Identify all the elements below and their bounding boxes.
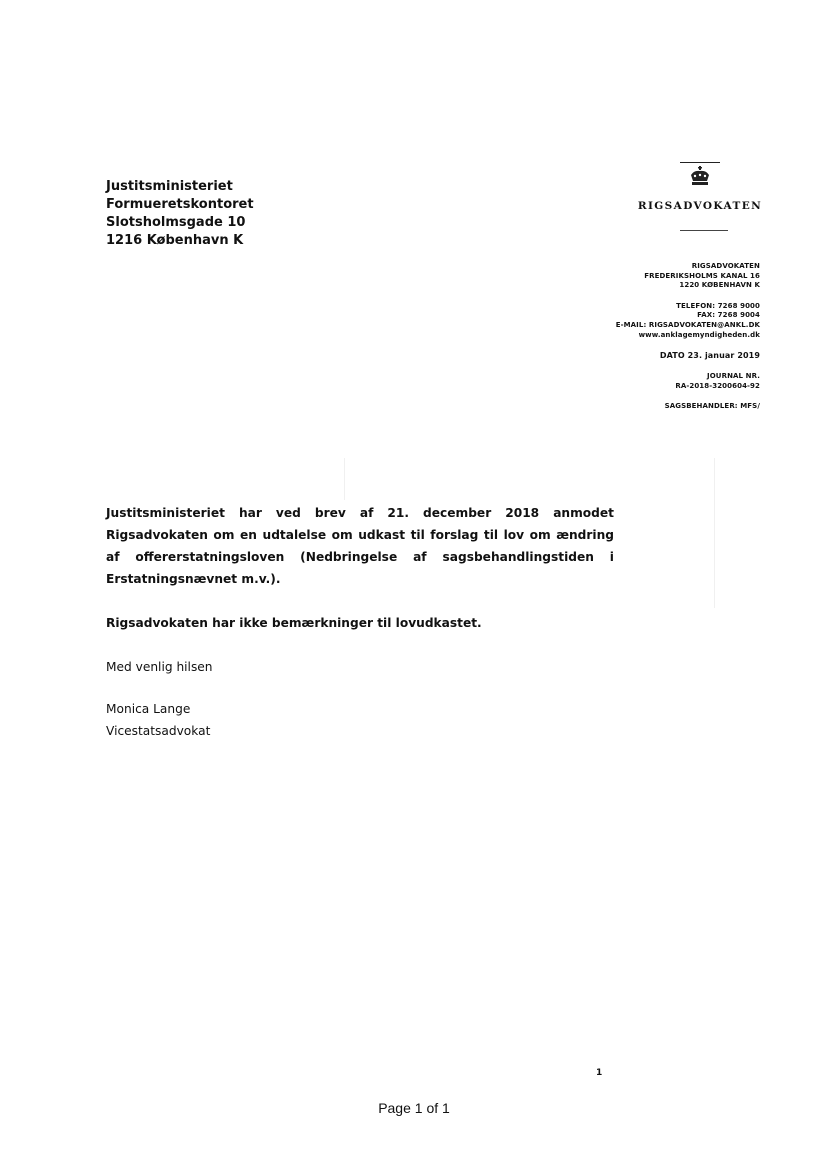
sender-email: E-MAIL: RIGSADVOKATEN@ANKL.DK bbox=[615, 320, 760, 329]
logo-rule-bottom bbox=[680, 230, 728, 231]
sender-phone: TELEFON: 7268 9000 bbox=[676, 301, 760, 310]
crown-icon bbox=[688, 166, 712, 188]
sender-address-line: RIGSADVOKATEN bbox=[691, 262, 760, 270]
closing-greeting: Med venlig hilsen bbox=[106, 660, 213, 674]
logo-wordmark: RIGSADVOKATEN bbox=[637, 200, 763, 212]
signatory-title: Vicestatsadvokat bbox=[106, 724, 211, 738]
scan-artifact bbox=[714, 458, 715, 608]
recipient-line: Justitsministeriet bbox=[106, 179, 233, 194]
page-footer: Page 1 of 1 bbox=[378, 1100, 450, 1116]
journal-number: RA-2018-3200604-92 bbox=[675, 381, 760, 390]
scan-artifact bbox=[344, 458, 345, 500]
letter-date: DATO 23. januar 2019 bbox=[659, 351, 760, 361]
caseworker: SAGSBEHANDLER: MFS/ bbox=[664, 402, 760, 411]
letter-body bbox=[106, 502, 614, 678]
journal-block bbox=[520, 372, 760, 391]
body-paragraph-request: Justitsministeriet har ved brev af 21. december 2018 anmodet Rigsadvokaten om en udtalelse om udkast til forslag til lov om ændring af offererstatningsloven (Nedbringelse af sagsbehandlingstiden i Erstatningsnævnet m.v.). bbox=[106, 506, 614, 586]
rigsadvokaten-logo bbox=[636, 162, 766, 238]
sender-address bbox=[520, 262, 760, 291]
recipient-address bbox=[106, 178, 254, 250]
logo-rule-top bbox=[680, 162, 720, 163]
signatory-name: Monica Lange bbox=[106, 702, 191, 716]
page-number: 1 bbox=[596, 1068, 603, 1078]
sender-contact bbox=[520, 302, 760, 340]
sender-info bbox=[520, 262, 760, 423]
journal-label: JOURNAL NR. bbox=[707, 372, 760, 381]
sender-website: www.anklagemyndigheden.dk bbox=[638, 330, 760, 339]
sender-address-line: FREDERIKSHOLMS KANAL 16 bbox=[644, 271, 760, 280]
recipient-line: Formueretskontoret bbox=[106, 197, 254, 212]
caseworker-block bbox=[520, 402, 760, 412]
letter-date-block bbox=[520, 351, 760, 361]
recipient-line: Slotsholmsgade 10 bbox=[106, 215, 246, 230]
sender-address-line: 1220 KØBENHAVN K bbox=[679, 281, 760, 290]
sender-fax: FAX: 7268 9004 bbox=[697, 311, 760, 320]
recipient-line: 1216 København K bbox=[106, 233, 244, 248]
signature-block bbox=[106, 698, 210, 742]
body-paragraph-response: Rigsadvokaten har ikke bemærkninger til lovudkastet. bbox=[106, 616, 482, 630]
